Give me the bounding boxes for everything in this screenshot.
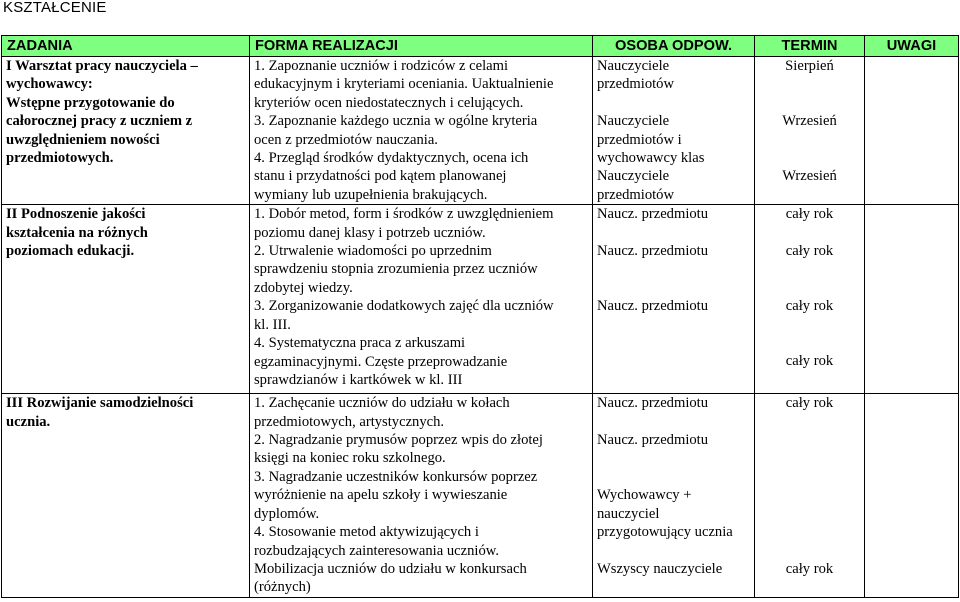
forma-cell-line: 4. Systematyczna praca z arkuszami bbox=[254, 335, 466, 352]
task-cell-line: całorocznej pracy z uczniem z bbox=[6, 113, 193, 130]
forma-cell-line: sprawdzianów i kartkówek w kl. III bbox=[254, 371, 463, 388]
task-cell bbox=[2, 394, 250, 597]
task-cell-line: kształcenia na różnych bbox=[6, 224, 148, 241]
osoba-cell-line: Naucz. przedmiotu bbox=[597, 395, 709, 412]
forma-cell-line: (różnych) bbox=[254, 579, 311, 596]
task-cell bbox=[2, 57, 250, 205]
forma-cell bbox=[250, 57, 593, 205]
forma-cell-line: Mobilizacja uczniów do udziału w konkursach bbox=[254, 560, 527, 577]
uwagi-cell bbox=[865, 394, 959, 597]
task-cell-line: poziomach edukacji. bbox=[6, 243, 135, 260]
task-cell-line: Wstępne przygotowanie do bbox=[6, 94, 175, 111]
termin-cell-line: Wrzesień bbox=[782, 113, 837, 130]
forma-cell-line: stanu i przydatności pod kątem planowanej bbox=[254, 168, 507, 185]
forma-cell-line: zdobytej wiedzy. bbox=[254, 279, 353, 296]
osoba-cell bbox=[593, 394, 755, 597]
termin-cell-line: Wrzesień bbox=[782, 168, 837, 185]
header-forma: FORMA REALIZACJI bbox=[250, 36, 593, 57]
termin-cell bbox=[755, 205, 865, 394]
osoba-cell-line: Wszyscy nauczyciele bbox=[597, 560, 723, 577]
uwagi-cell bbox=[865, 57, 959, 205]
forma-cell-line: egzaminacyjnymi. Częste przeprowadzanie bbox=[254, 353, 508, 370]
termin-cell-line: Sierpień bbox=[785, 58, 834, 74]
osoba-cell-line: Nauczyciele bbox=[597, 168, 670, 185]
osoba-cell-line: przedmiotów bbox=[597, 186, 675, 203]
forma-cell-line: 1. Dobór metod, form i środków z uwzględnieniem bbox=[254, 206, 554, 223]
osoba-cell-line: Naucz. przedmiotu bbox=[597, 432, 709, 449]
osoba-cell-line: Nauczyciele bbox=[597, 113, 670, 130]
task-cell bbox=[2, 205, 250, 394]
termin-cell-line: cały rok bbox=[785, 395, 834, 412]
forma-cell-line: 4. Przegląd środków dydaktycznych, ocena ich bbox=[254, 150, 529, 167]
osoba-cell-line: przedmiotów i bbox=[597, 131, 682, 148]
forma-cell-line: kl. III. bbox=[254, 316, 291, 333]
osoba-cell-line: Wychowawcy + bbox=[597, 487, 692, 504]
termin-cell-line: cały rok bbox=[785, 243, 834, 260]
osoba-cell-line: przygotowujący ucznia bbox=[597, 524, 733, 541]
forma-cell-line: sprawdzeniu stopnia zrozumienia przez uczniów bbox=[254, 261, 538, 278]
task-row-samodzielnosc bbox=[2, 394, 959, 597]
termin-cell-line: cały rok bbox=[785, 298, 834, 315]
uwagi-cell bbox=[865, 205, 959, 394]
osoba-cell-line: Naucz. przedmiotu bbox=[597, 298, 709, 315]
task-row-warsztat bbox=[2, 57, 959, 205]
forma-cell-line: przedmiotowych, artystycznych. bbox=[254, 413, 445, 430]
osoba-cell bbox=[593, 205, 755, 394]
forma-cell-line: edukacyjnym i kryteriami oceniania. Uaktualnienie bbox=[254, 76, 554, 93]
table-header-row bbox=[2, 36, 959, 57]
task-cell-line: II Podnoszenie jakości bbox=[6, 206, 146, 223]
forma-cell-line: rozbudzających zainteresowania uczniów. bbox=[254, 542, 499, 559]
forma-cell-line: 1. Zapoznanie uczniów i rodziców z celami bbox=[254, 58, 509, 74]
task-cell-line: przedmiotowych. bbox=[6, 150, 114, 167]
osoba-cell bbox=[593, 57, 755, 205]
forma-cell-line: 3. Zorganizowanie dodatkowych zajęć dla uczniów bbox=[254, 298, 554, 315]
forma-cell bbox=[250, 394, 593, 597]
osoba-cell-line: przedmiotów bbox=[597, 76, 675, 93]
osoba-cell-line: Nauczyciele bbox=[597, 58, 670, 74]
termin-cell bbox=[755, 57, 865, 205]
forma-cell-line: kryteriów ocen niedostatecznych i celujących. bbox=[254, 94, 524, 111]
termin-cell bbox=[755, 394, 865, 597]
forma-cell-line: 3. Nagradzanie uczestników konkursów poprzez bbox=[254, 468, 538, 485]
osoba-cell-line: nauczyciel bbox=[597, 505, 660, 522]
forma-cell-line: 4. Stosowanie metod aktywizujących i bbox=[254, 524, 479, 541]
header-zadania: ZADANIA bbox=[2, 36, 250, 57]
task-cell-line: ucznia. bbox=[6, 413, 51, 430]
forma-cell-line: 3. Zapoznanie każdego ucznia w ogólne kryteria bbox=[254, 113, 538, 130]
termin-cell-line: cały rok bbox=[785, 353, 834, 370]
forma-cell-line: 2. Nagradzanie prymusów poprzez wpis do złotej bbox=[254, 432, 543, 449]
osoba-cell-line: Naucz. przedmiotu bbox=[597, 206, 709, 223]
osoba-cell-line: wychowawcy klas bbox=[597, 150, 705, 167]
forma-cell-line: 1. Zachęcanie uczniów do udziału w kołach bbox=[254, 395, 510, 412]
forma-cell bbox=[250, 205, 593, 394]
termin-cell-line: cały rok bbox=[785, 560, 834, 577]
task-cell-line: uwzględnieniem nowości bbox=[6, 131, 160, 148]
forma-cell-line: wymiany lub uzupełnienia brakujących. bbox=[254, 186, 488, 203]
task-row-jakosc bbox=[2, 205, 959, 394]
header-termin: TERMIN bbox=[755, 36, 865, 57]
forma-cell-line: wyróżnienie na apelu szkoły i wywieszanie bbox=[254, 487, 508, 504]
header-osoba: OSOBA ODPOW. bbox=[593, 36, 755, 57]
page-title: KSZTAŁCENIE bbox=[3, 0, 107, 16]
task-cell-line: I Warsztat pracy nauczyciela – bbox=[6, 58, 198, 74]
task-cell-line: III Rozwijanie samodzielności bbox=[6, 395, 194, 412]
forma-cell-line: ocen z przedmiotów nauczania. bbox=[254, 131, 438, 148]
header-uwagi: UWAGI bbox=[865, 36, 959, 57]
osoba-cell-line: Naucz. przedmiotu bbox=[597, 243, 709, 260]
plan-table bbox=[1, 35, 959, 598]
forma-cell-line: poziomu danej klasy i potrzeb uczniów. bbox=[254, 224, 486, 241]
termin-cell-line: cały rok bbox=[785, 206, 834, 223]
forma-cell-line: 2. Utrwalenie wiadomości po uprzednim bbox=[254, 243, 492, 260]
forma-cell-line: księgi na koniec roku szkolnego. bbox=[254, 450, 446, 467]
forma-cell-line: dyplomów. bbox=[254, 505, 320, 522]
task-cell-line: wychowawcy: bbox=[6, 76, 93, 93]
